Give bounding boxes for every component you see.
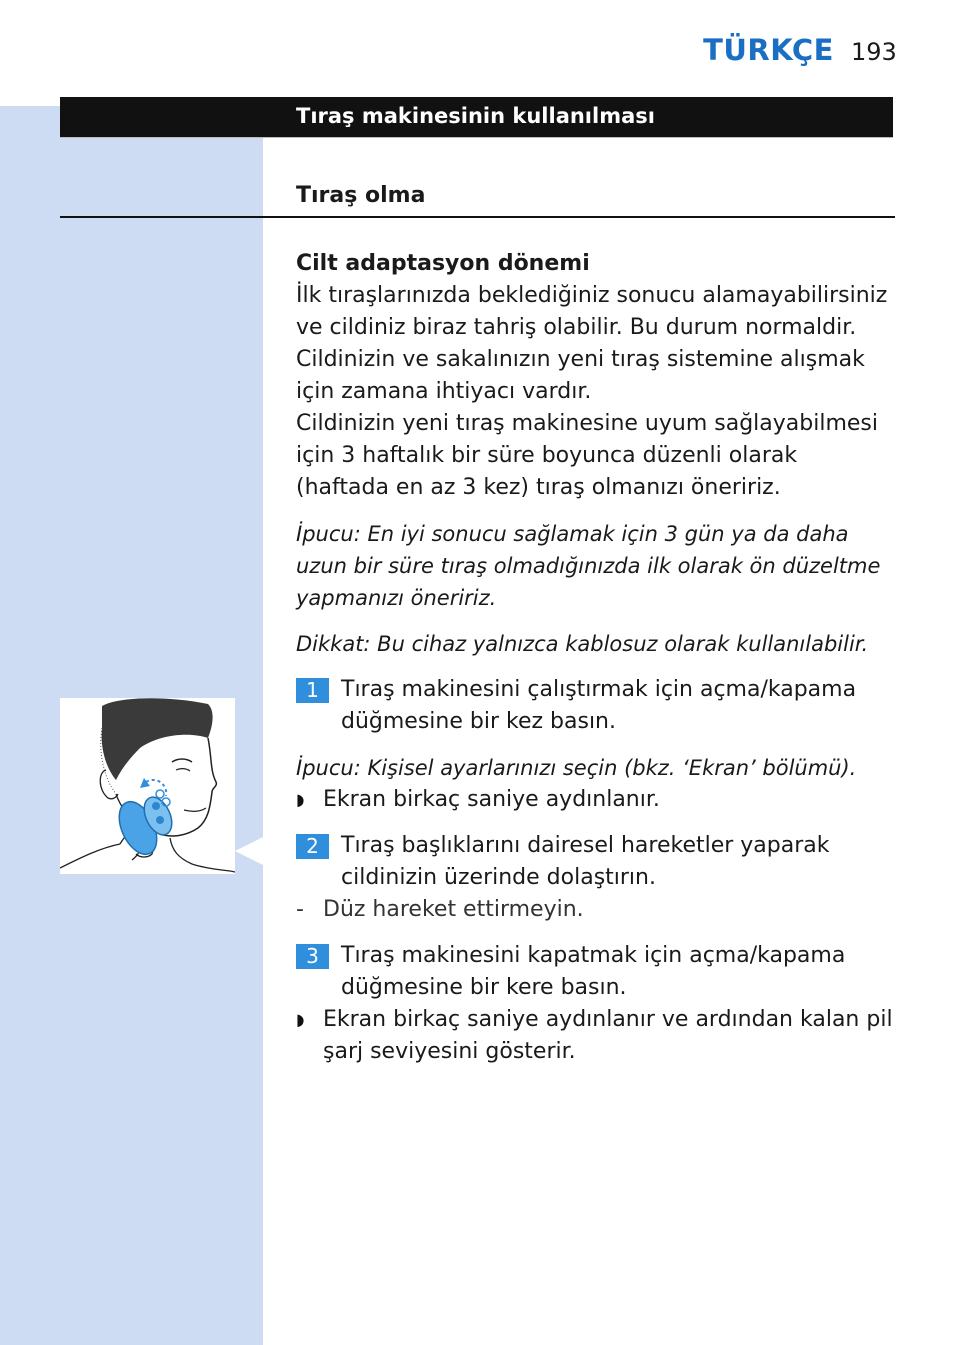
caution-text: Dikkat: Bu cihaz yalnızca kablosuz olarak kullanılabilir. (296, 632, 869, 656)
note-text: Düz hareket ettirmeyin. (323, 897, 584, 922)
shaving-illustration (60, 698, 235, 874)
main-content (296, 248, 896, 1068)
step-text: Tıraş başlıklarını dairesel hareketler yaparak cildinizin üzerinde dolaştırın. (341, 833, 830, 890)
paragraph-intro: İlk tıraşlarınızda beklediğiniz sonucu alamayabilirsiniz ve cildiniz biraz tahriş olabilir. Bu durum normaldir. Cildinizin ve sakalınızın yeni tıraş sistemine alışmak için zamana ihtiyacı vardır. (296, 283, 888, 404)
sidebar-notch (235, 837, 263, 865)
section-heading: Tıraş olma (296, 183, 426, 208)
dash-marker: - (296, 897, 304, 922)
result-text: Ekran birkaç saniye aydınlanır. (323, 787, 660, 812)
language-label: TÜRKÇE (703, 33, 834, 67)
paragraph-adaptation: Cildinizin yeni tıraş makinesine uyum sağlayabilmesi için 3 haftalık bir süre boyunca düzenli olarak (haftada en az 3 kez) tıraş olmanızı öneririz. (296, 411, 878, 500)
result-arrow-icon: ◗ (296, 1010, 305, 1029)
step-text: Tıraş makinesini kapatmak için açma/kapama düğmesine bir kere basın. (341, 943, 846, 1000)
step-1-result (296, 784, 896, 816)
chapter-title-bar (60, 97, 893, 138)
step-2-note (296, 894, 896, 926)
man-shaving-icon (60, 698, 235, 874)
step-number-badge: 1 (296, 678, 329, 703)
result-text: Ekran birkaç saniye aydınlanır ve ardından kalan pil şarj seviyesini gösterir. (323, 1007, 893, 1064)
section-divider (60, 216, 895, 218)
result-arrow-icon: ◗ (296, 790, 305, 809)
step-2 (296, 830, 896, 894)
step-text: Tıraş makinesini çalıştırmak için açma/kapama düğmesine bir kez basın. (341, 677, 857, 734)
subheading: Cilt adaptasyon dönemi (296, 251, 590, 276)
step-3 (296, 940, 896, 1004)
step-1-tip: İpucu: Kişisel ayarlarınızı seçin (bkz. ‘Ekran’ bölümü). (296, 756, 857, 780)
step-number-badge: 3 (296, 944, 329, 969)
chapter-title: Tıraş makinesinin kullanılması (296, 104, 655, 128)
step-1 (296, 674, 896, 738)
step-3-result (296, 1004, 896, 1068)
step-number-badge: 2 (296, 834, 329, 859)
tip-text: İpucu: En iyi sonucu sağlamak için 3 gün ya da daha uzun bir süre tıraş olmadığınızda ilk olarak ön düzeltme yapmanızı öneririz. (296, 522, 881, 610)
page-number: 193 (851, 38, 897, 66)
